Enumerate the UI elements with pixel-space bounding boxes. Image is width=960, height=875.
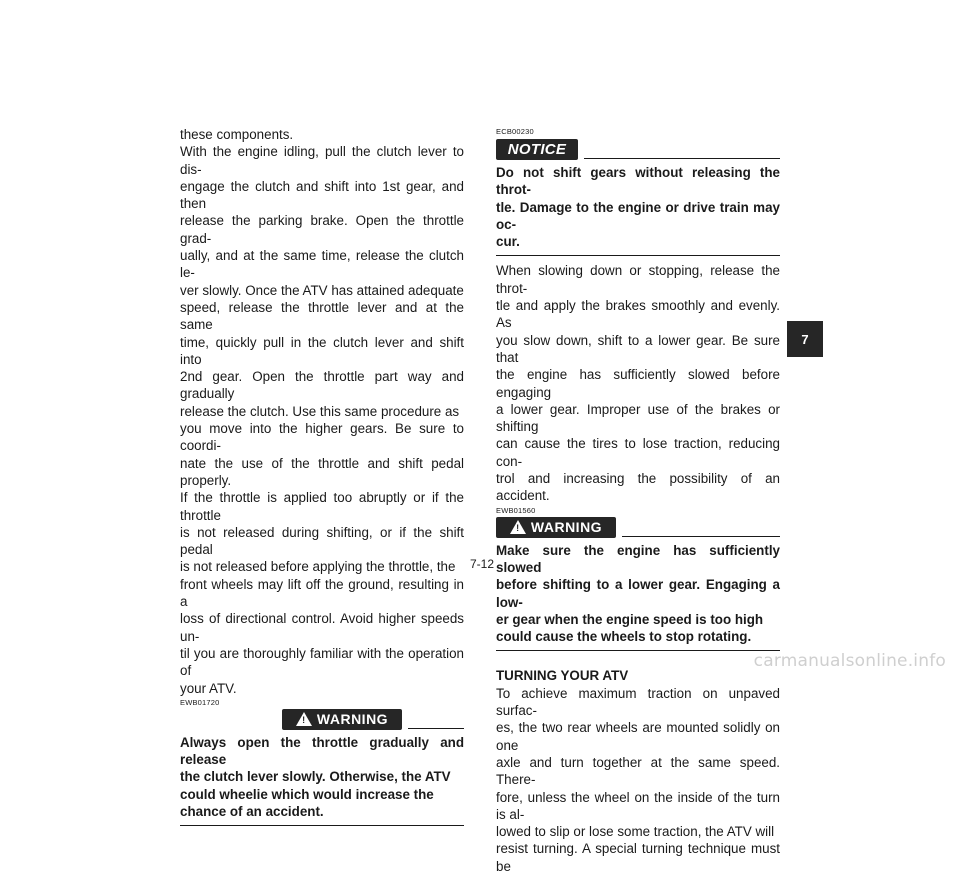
text-line: you slow down, shift to a lower gear. Be sure that — [496, 332, 780, 365]
text-line: these components. — [180, 127, 294, 142]
text-line: ually, and at the same time, release the clutch le- — [180, 248, 464, 281]
text-line: tle and apply the brakes smoothly and evenly. As — [496, 298, 780, 331]
text-line: could wheelie which would increase the — [180, 786, 434, 802]
notice-badge — [496, 139, 578, 160]
divider — [496, 650, 780, 651]
right-body-text — [496, 262, 780, 504]
text-line: tle. Damage to the engine or drive train may oc- — [496, 199, 780, 232]
text-line: the engine has sufficiently slowed before engaging — [496, 367, 780, 400]
chapter-tab: 7 — [787, 321, 823, 357]
text-line: To achieve maximum traction on unpaved surfac- — [496, 685, 780, 719]
notice-label: NOTICE — [507, 141, 567, 158]
warning-code: EWB01720 — [180, 697, 220, 707]
text-line: you move into the higher gears. Be sure to coordi- — [180, 421, 464, 454]
warning-triangle-icon: ! — [510, 520, 526, 534]
text-line: Always open the throttle gradually and release — [180, 734, 464, 768]
turning-body-text — [496, 685, 780, 875]
page-number: 7-12 — [469, 557, 495, 571]
text-line: could cause the wheels to stop rotating. — [496, 629, 752, 645]
warning-header — [282, 709, 464, 730]
text-line: your ATV. — [180, 680, 237, 696]
text-line: cur. — [496, 234, 520, 250]
left-column — [180, 126, 464, 826]
warning-text — [180, 734, 464, 820]
warning-code: EWB01560 — [496, 505, 536, 515]
text-line: can cause the tires to lose traction, reducing con- — [496, 436, 780, 469]
text-line: With the engine idling, pull the clutch lever to dis- — [180, 144, 464, 177]
text-line: before shifting to a lower gear. Engaging a low- — [496, 577, 780, 610]
text-line: Make sure the engine has sufficiently slowed — [496, 542, 780, 575]
text-line: fore, unless the wheel on the inside of the turn is al- — [496, 789, 780, 822]
text-line: axle and turn together at the same speed. There- — [496, 754, 780, 788]
divider — [496, 255, 780, 256]
text-line: the clutch lever slowly. Otherwise, the ATV — [180, 769, 451, 785]
watermark: carmanualsonline.info — [753, 651, 946, 671]
warning-text — [496, 542, 780, 646]
text-line: front wheels may lift off the ground, resulting in a — [180, 576, 464, 610]
text-line: trol and increasing the possibility of an accident. — [496, 471, 780, 504]
warning-label: WARNING — [316, 711, 389, 728]
warning-badge — [496, 517, 616, 538]
text-line: 2nd gear. Open the throttle part way and gradually — [180, 369, 464, 402]
section-heading: TURNING YOUR ATV — [496, 668, 629, 684]
divider — [584, 158, 780, 159]
text-line: lowed to slip or lose some traction, the ATV will — [496, 824, 775, 840]
text-line: When slowing down or stopping, release the throt- — [496, 263, 780, 296]
warning-header — [496, 517, 780, 538]
notice-header — [496, 139, 780, 160]
divider — [180, 825, 464, 826]
warning-badge — [282, 709, 402, 730]
text-line: chance of an accident. — [180, 803, 324, 819]
notice-code: ECB00230 — [496, 127, 534, 136]
right-column — [496, 126, 780, 875]
text-line: nate the use of the throttle and shift pedal properly. — [180, 455, 464, 488]
text-line: speed, release the throttle lever and at the same — [180, 299, 464, 333]
warning-label: WARNING — [530, 519, 603, 536]
text-line: til you are thoroughly familiar with the operation of — [180, 645, 464, 679]
text-line: time, quickly pull in the clutch lever and shift into — [180, 334, 464, 367]
warning-triangle-icon: ! — [296, 712, 312, 726]
notice-text — [496, 164, 780, 250]
text-line: release the parking brake. Open the throttle grad- — [180, 213, 464, 246]
text-line: is not released before applying the throttle, the — [180, 559, 456, 575]
text-line: Do not shift gears without releasing the throt- — [496, 165, 780, 198]
divider — [408, 728, 464, 729]
divider — [622, 536, 780, 537]
text-line: er gear when the engine speed is too high — [496, 611, 764, 627]
text-line: loss of directional control. Avoid higher speeds un- — [180, 611, 464, 644]
left-body-text — [180, 126, 464, 697]
text-line: is not released during shifting, or if the shift pedal — [180, 524, 464, 558]
text-line: es, the two rear wheels are mounted solidly on one — [496, 720, 780, 753]
text-line: a lower gear. Improper use of the brakes or shifting — [496, 401, 780, 435]
text-line: If the throttle is applied too abruptly or if the throttle — [180, 490, 464, 523]
text-line: release the clutch. Use this same procedure as — [180, 403, 460, 419]
text-line: engage the clutch and shift into 1st gear, and then — [180, 178, 464, 212]
text-line: resist turning. A special turning technique must be — [496, 841, 780, 874]
text-line: ver slowly. Once the ATV has attained adequate — [180, 282, 464, 298]
